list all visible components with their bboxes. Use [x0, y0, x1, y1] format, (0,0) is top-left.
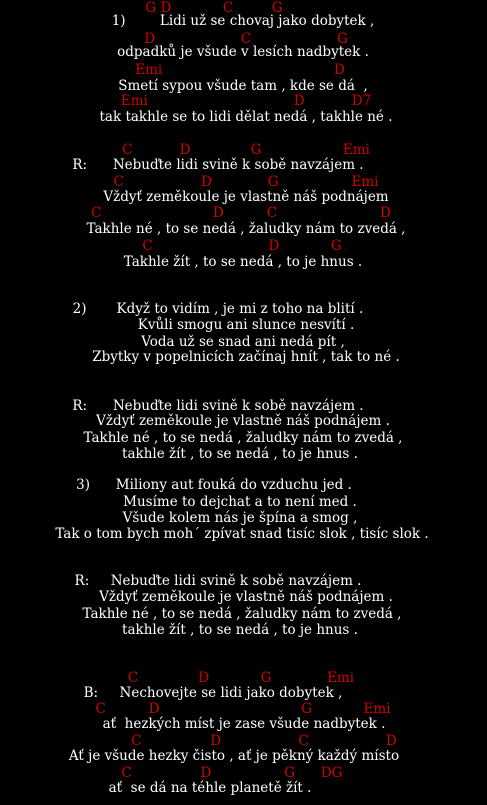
chord-line: D C G: [144, 31, 348, 47]
chord-line: C D C D: [131, 733, 397, 749]
chord-line: C D G Emi: [122, 142, 370, 158]
lyric-line: 3) Miliony aut fouká do vzduchu jed .: [76, 477, 352, 493]
chord-line: G D C G: [145, 0, 283, 16]
lyric-line: Tak o tom bych moh´ zpívat snad tisíc slok , tisíc slok .: [55, 526, 429, 542]
lyric-line: Smetí sypou všude tam , kde se dá ,: [118, 78, 368, 94]
chord-line: C D G Emi: [113, 174, 379, 190]
lyric-line: R: Nebuďte lidi svině k sobě navzájem .: [72, 398, 364, 414]
lyric-line: 2) Když to vidím , je mi z toho na blití .: [72, 301, 364, 317]
chord-line: Emi D: [135, 62, 345, 78]
lyric-line: R: Nebuďte lidi svině k sobě navzájem .: [72, 157, 364, 173]
chord-line: C D G Emi: [127, 670, 355, 686]
lyric-line: odpadků je všude v lesích nadbytek .: [117, 44, 369, 60]
lyric-line: Musíme to dejchat a to není med .: [123, 494, 357, 510]
lyric-line: Takhle žít , to se nedá , to je hnus .: [123, 254, 363, 270]
chord-line: C D C D: [91, 205, 391, 221]
lyric-line: Vždyť zeměkoule je vlastně náš podnájem .: [96, 413, 390, 429]
lyric-line: Všude kolem nás je špína a smog ,: [122, 510, 358, 526]
lyric-line: tak takhle se to lidi dělat nedá , takhle né .: [99, 109, 393, 125]
lyric-line: ať hezkých míst je zase všude nadbytek .: [102, 716, 386, 732]
lyric-line: B: Nechovejte se lidi jako dobytek ,: [83, 685, 343, 701]
chord-line: Emi D D7: [120, 93, 372, 109]
chord-line: C D G: [142, 238, 342, 254]
lyric-line: Zbytky v popelnicích začínaj hnít , tak to né .: [92, 349, 400, 365]
lyric-line: Takhle né , to se nedá , žaludky nám to zvedá ,: [86, 221, 406, 237]
lyric-line: 1) Lidi už se chovaj jako dobytek ,: [111, 13, 375, 29]
lyric-line: ať se dá na téhle planetě žít .: [108, 780, 312, 796]
lyric-line: Kvůli smogu ani slunce nesvítí .: [137, 317, 355, 333]
lyric-line: Takhle né , to se nedá , žaludky nám to zvedá ,: [82, 606, 402, 622]
lyric-line: Vždyť zeměkoule je vlastně náš podnájem: [103, 189, 389, 205]
lyric-line: takhle žít , to se nedá , to je hnus .: [122, 446, 358, 462]
chord-line: C D G DG: [121, 765, 343, 781]
lyric-line: Voda už se snad ani nedá pít ,: [141, 334, 345, 350]
lyric-line: Vždyť zeměkoule je vlastně náš podnájem .: [99, 589, 393, 605]
lyric-line: Ať je všude hezky čisto , ať je pěkný každý místo: [68, 748, 400, 764]
lyric-line: Takhle né , to se nedá , žaludky nám to zvedá ,: [83, 430, 403, 446]
lyric-line: R: Nebuďte lidi svině k sobě navzájem .: [74, 573, 362, 589]
lyric-line: takhle žít , to se nedá , to je hnus .: [122, 622, 358, 638]
chord-line: C D G Emi: [95, 701, 391, 717]
